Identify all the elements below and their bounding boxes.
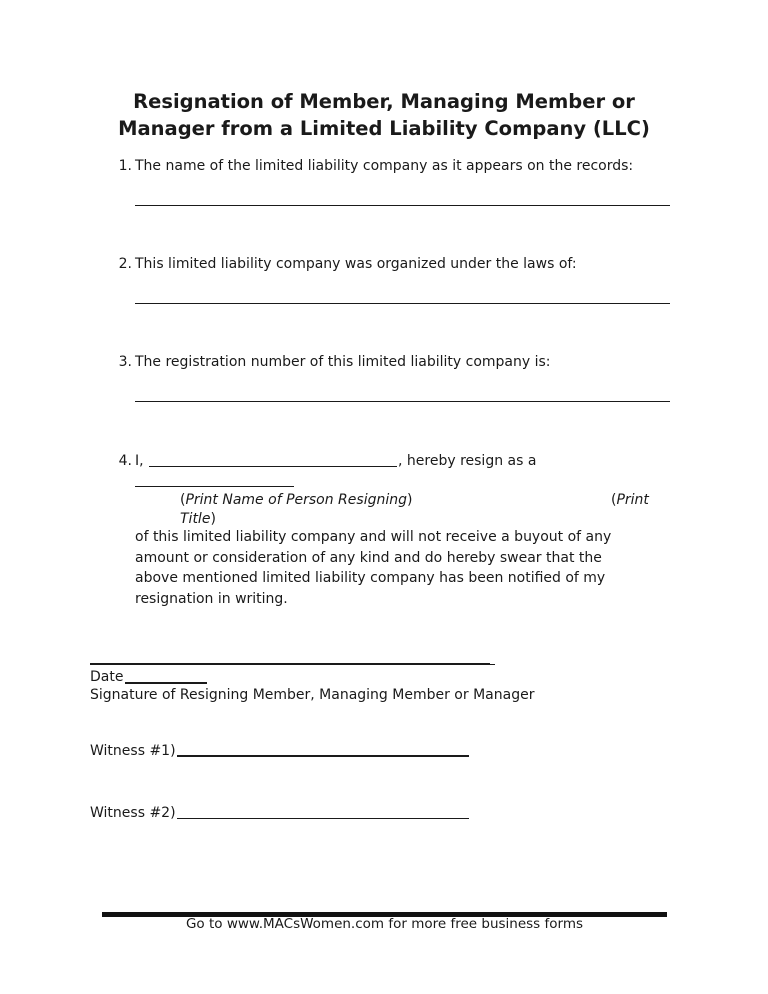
resignation-paragraph [135,527,665,609]
paragraph-line: above mentioned limited liability company has been notified of my [135,570,606,586]
registration-number-blank-line[interactable] [135,401,670,402]
item-number: 4. [118,453,132,469]
paragraph-line: resignation in writing. [135,590,288,607]
paragraph-line: amount or consideration of any kind and do hereby swear that the [135,549,602,566]
title-line-1: Resignation of Member, Managing Member or [133,90,635,113]
item-number: 2. [118,256,132,272]
print-title-caption: (Print [611,492,649,508]
item-text: The name of the limited liability company as it appears on the records: [135,158,634,174]
title-line-2: Manager from a Limited Liability Company (LLC) [118,117,650,140]
llc-name-blank-line[interactable] [135,205,670,206]
witness-1-line[interactable] [177,755,469,757]
title-blank-line[interactable] [135,486,294,487]
date-line[interactable] [125,682,207,684]
item-4-suffix: , hereby resign as a [398,453,537,469]
item-text: The registration number of this limited liability company is: [135,354,551,370]
signature-line[interactable] [90,663,490,665]
paragraph-line: of this limited liability company and will not receive a buyout of any [135,529,612,545]
signature-caption: Signature of Resigning Member, Managing Member or Manager [90,687,535,703]
print-title-label: Print [616,492,649,508]
item-text: This limited liability company was organized under the laws of: [135,256,577,272]
item-prefix: I, [135,453,144,469]
witness-1-label: Witness #1) [90,743,176,759]
date-label: Date [90,669,124,685]
print-name-caption: (Print Name of Person Resigning) [180,492,413,508]
item-number: 3. [118,354,132,370]
signature-line-tail [490,664,495,665]
organization-laws-blank-line[interactable] [135,303,670,304]
witness-2-line[interactable] [177,818,469,819]
resigning-person-name-blank-line[interactable] [149,466,397,467]
footer-text: Go to www.MACsWomen.com for more free business forms [185,916,584,932]
print-title-caption-cont: Title) [180,511,216,527]
document-title [60,88,708,142]
item-number: 1. [118,158,132,174]
witness-2-label: Witness #2) [90,805,176,821]
print-name-label: Print Name of Person Resigning [185,492,407,508]
